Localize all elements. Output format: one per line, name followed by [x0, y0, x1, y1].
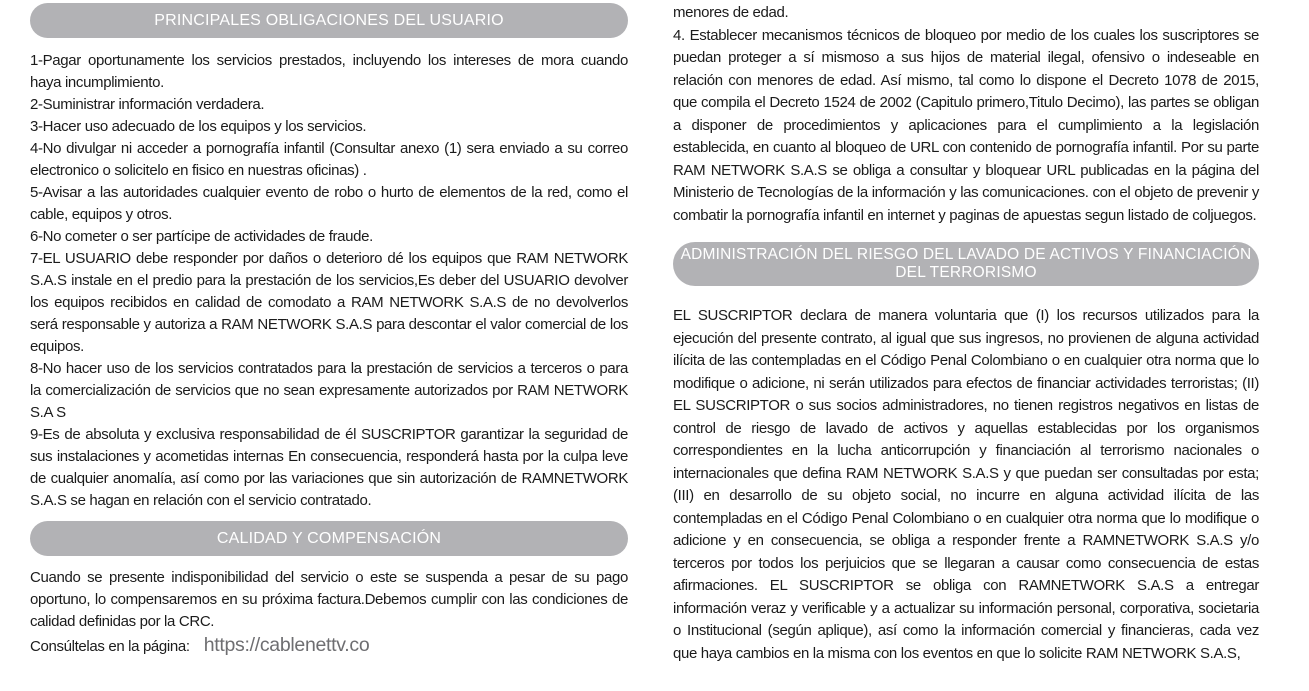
- left-column: [30, 0, 628, 657]
- right-column: [673, 0, 1259, 665]
- laundering-body: [673, 305, 1259, 665]
- obligation-item-8: 8-No hacer uso de los servicios contratados para la prestación de servicios a terceros o para la comercialización de servicios que no sean expresamente autorizados por RAM NETWORK S.A S: [30, 360, 628, 421]
- obligation-item-7: 7-EL USUARIO debe responder por daños o deterioro dé los equipos que RAM NETWORK S.A.S instale en el predio para la prestación de los servicios,Es deber del USUARIO devolver los equipos recibidos en calidad de comodato a RAM NETWORK S.A.S de no devolverlos será responsable y autoriza a RAM NETWORK S.A.S para descontar el valor comercial de los equipos.: [30, 250, 628, 355]
- laundering-paragraph: EL SUSCRIPTOR declara de manera voluntaria que (I) los recursos utilizados para la ejecución del presente contrato, al igual que sus ingresos, no provienen de alguna actividad ilícita de las contempladas en el Código Penal Colombiano o en cualquier otra norma que lo modifique o adicione, ni serán utilizados para efectos de financiar actividades terroristas; (II) EL SUSCRIPTOR o sus socios administradores, no tienen registros negativos en listas de control de riesgo de lavado de activos y aquellas establecidas por los organismos correspondientes en la lucha anticorrupción y financiación al terrorismo nacionales o internacionales que defina RAM NETWORK S.A.S y que puedan ser consultadas por esta; (III) en desarrollo de su objeto social, no incurre en alguna actividad ilícita de las contempladas en el Código Penal Colombiano o en cualquier otra norma que lo modifique o adicione y en consecuencia, se obliga a responder frente a RAMNETWORK S.A.S y/o terceros por todos los perjuicios que se llegaran a causar como consecuencia de estas afirmaciones. EL SUSCRIPTOR se obliga con RAMNETWORK S.A.S a entregar información veraz y verificable y a actualizar su información personal, corporativa, societaria o Institucional (según aplique), así como la información comercial y financieras, cada vez que haya cambios en la misma con los eventos en que lo solicite RAM NETWORK S.A.S,: [673, 307, 1259, 662]
- consult-row: [30, 634, 628, 657]
- continuation-paragraph-1: menores de edad.: [673, 4, 789, 21]
- obligation-item-5: 5-Avisar a las autoridades cualquier evento de robo o hurto de elementos de la red, como el cable, equipos y otros.: [30, 184, 628, 223]
- quality-paragraph: Cuando se presente indisponibilidad del servicio o este se suspenda a pesar de su pago oportuno, lo compensaremos en su próxima factura.Debemos cumplir con las condiciones de calidad definidas por la CRC.: [30, 569, 628, 630]
- section-header-obligaciones: PRINCIPALES OBLIGACIONES DEL USUARIO: [30, 3, 628, 38]
- obligation-item-2: 2-Suministrar información verdadera.: [30, 96, 265, 113]
- quality-body: [30, 567, 628, 633]
- obligation-item-4: 4-No divulgar ni acceder a pornografía infantil (Consultar anexo (1) sera enviado a su correo electronico o solicitelo en fisico en nuestras oficinas) .: [30, 140, 628, 179]
- obligation-item-6: 6-No cometer o ser partícipe de actividades de fraude.: [30, 228, 373, 245]
- obligation-item-3: 3-Hacer uso adecuado de los equipos y los servicios.: [30, 118, 367, 135]
- continuation-paragraph-2: 4. Establecer mecanismos técnicos de bloqueo por medio de los cuales los suscriptores se puedan proteger a sí mismoso a sus hijos de material ilegal, ofensivo o indeseable en relación con menores de edad. Así mismo, tal como lo dispone el Decreto 1078 de 2015, que compila el Decreto 1524 de 2002 (Capitulo primero,Titulo Decimo), las partes se obligan a disponer de procedimientos y aplicaciones para el cumplimiento a la legislación establecida, en cuanto al bloqueo de URL con contenido de pornografía infantil. Por su parte RAM NETWORK S.A.S se obliga a consultar y bloquear URL publicadas en la página del Ministerio de Tecnologías de la información y las comunicaciones. con el objeto de prevenir y combatir la pornografía infantil en internet y paginas de apuestas segun listado de coljuegos.: [673, 26, 1259, 224]
- website-link[interactable]: https://cablenettv.co: [203, 634, 370, 656]
- continuation-text: [673, 2, 1259, 227]
- obligation-item-1: 1-Pagar oportunamente los servicios prestados, incluyendo los intereses de mora cuando haya incumplimiento.: [30, 52, 628, 91]
- section-header-calidad: CALIDAD Y COMPENSACIÓN: [30, 521, 628, 556]
- consult-label: Consúltelas en la página:: [30, 638, 190, 655]
- obligation-item-9: 9-Es de absoluta y exclusiva responsabilidad de él SUSCRIPTOR garantizar la seguridad de sus instalaciones y acometidas internas En consecuencia, responderá hasta por la culpa leve de cualquier anomalía, así como por las variaciones que sin autorización de RAMNETWORK S.A.S se hagan en relación con el servicio contratado.: [30, 426, 628, 509]
- obligations-list: [30, 50, 628, 512]
- section-header-lavado-activos: ADMINISTRACIÓN DEL RIESGO DEL LAVADO DE ACTIVOS Y FINANCIACIÓN DEL TERRORISMO: [673, 242, 1259, 286]
